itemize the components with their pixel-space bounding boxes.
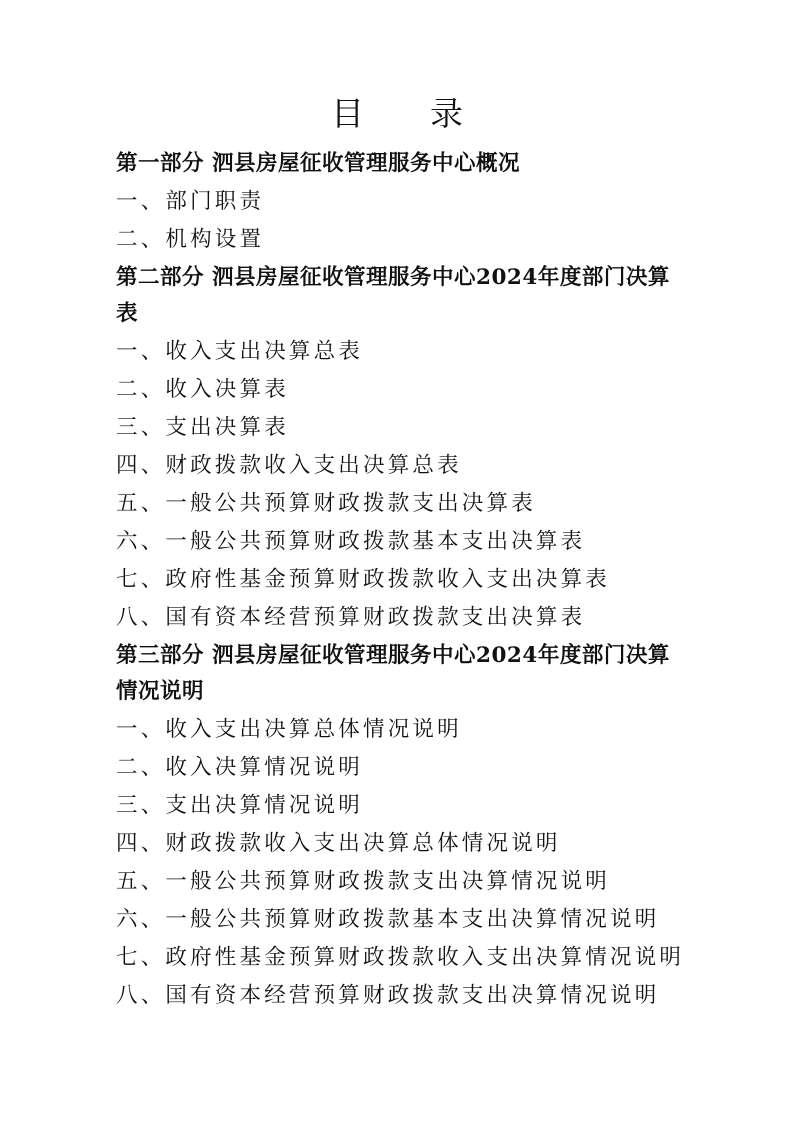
toc-item: 六、一般公共预算财政拨款基本支出决算表 xyxy=(116,529,586,554)
toc-item: 四、财政拨款收入支出决算总表 xyxy=(116,453,462,478)
table-of-contents xyxy=(116,146,686,1015)
toc-part-heading-2: 第二部分 泗县房屋征收管理服务中心2024年度部门决算表 xyxy=(116,265,670,326)
toc-item: 五、一般公共预算财政拨款支出决算表 xyxy=(116,491,536,516)
toc-item: 二、收入决算表 xyxy=(116,377,289,402)
toc-item: 七、政府性基金预算财政拨款收入支出决算表 xyxy=(116,567,611,592)
toc-item: 一、收入支出决算总表 xyxy=(116,339,364,364)
toc-item: 一、部门职责 xyxy=(116,189,265,214)
toc-item: 四、财政拨款收入支出决算总体情况说明 xyxy=(116,831,561,856)
page-title: 目 录 xyxy=(331,94,463,133)
toc-part-heading-3: 第三部分 泗县房屋征收管理服务中心2024年度部门决算情况说明 xyxy=(116,643,670,704)
toc-part-heading-1: 第一部分 泗县房屋征收管理服务中心概况 xyxy=(116,151,520,176)
toc-item: 二、机构设置 xyxy=(116,227,265,252)
toc-item: 六、一般公共预算财政拨款基本支出决算情况说明 xyxy=(116,907,660,932)
toc-item: 八、国有资本经营预算财政拨款支出决算表 xyxy=(116,605,586,630)
toc-item: 五、一般公共预算财政拨款支出决算情况说明 xyxy=(116,869,611,894)
toc-item: 七、政府性基金预算财政拨款收入支出决算情况说明 xyxy=(116,945,685,970)
toc-item: 三、支出决算情况说明 xyxy=(116,793,364,818)
toc-item: 三、支出决算表 xyxy=(116,415,289,440)
toc-item: 八、国有资本经营预算财政拨款支出决算情况说明 xyxy=(116,983,660,1008)
toc-item: 二、收入决算情况说明 xyxy=(116,755,364,780)
toc-item: 一、收入支出决算总体情况说明 xyxy=(116,717,462,742)
